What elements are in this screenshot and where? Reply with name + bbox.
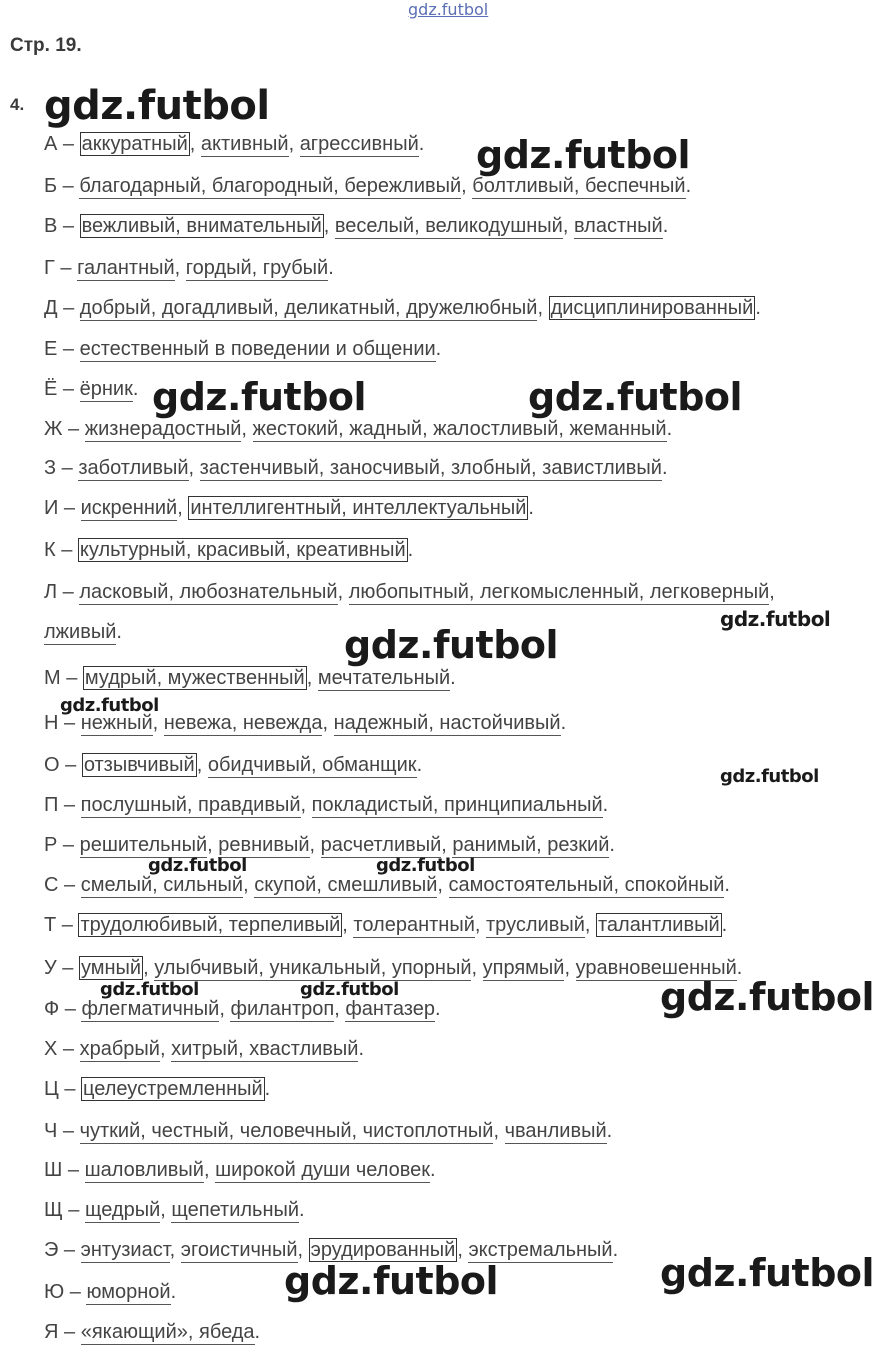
entry-letter: Я <box>44 1321 59 1343</box>
boxed-word: интеллигентный, интеллектуальный <box>190 497 527 519</box>
separator: , <box>189 133 201 155</box>
underlined-word: эгоистичный <box>180 1239 298 1261</box>
underlined-word: любопытный, легкомысленный, легковерный <box>348 581 770 603</box>
task-number: 4. <box>10 95 25 114</box>
separator: , <box>309 834 321 856</box>
entry-letter: Г <box>44 257 55 279</box>
separator: . <box>430 1159 436 1181</box>
underlined-word: смелый, сильный <box>80 874 244 896</box>
underlined-word: филантроп <box>230 998 335 1020</box>
entry-letter: Ц <box>44 1078 59 1100</box>
entry-dash: – <box>56 957 79 979</box>
entry-letter: Ч <box>44 1120 58 1142</box>
boxed-word: умный <box>80 957 142 979</box>
boxed-word: отзывчивый <box>83 754 195 776</box>
underlined-word: улыбчивый, уникальный, упорный <box>154 957 472 979</box>
underlined-word: ёрник <box>79 378 133 400</box>
entry-dash: – <box>58 1321 81 1343</box>
list-item <box>44 873 730 897</box>
entry-dash: – <box>59 998 82 1020</box>
page-label: Стр. 19. <box>10 35 82 56</box>
watermark: gdz.futbol <box>44 83 270 129</box>
separator: . <box>606 1120 613 1142</box>
entry-letter: У <box>44 957 57 979</box>
entry-letter: Т <box>44 914 57 936</box>
separator: . <box>407 539 414 561</box>
list-item <box>44 256 334 280</box>
entry-letter: Е <box>44 338 58 360</box>
separator: , <box>219 998 231 1020</box>
separator: , <box>337 581 349 603</box>
separator: . <box>755 297 761 319</box>
underlined-word: гордый, грубый <box>185 257 329 279</box>
watermark-top: gdz.futbol <box>408 0 489 19</box>
list-item <box>44 538 413 562</box>
entry-letter: Ё <box>44 378 58 400</box>
underlined-word: обидчивый, обманщик <box>207 754 417 776</box>
underlined-word: галантный <box>77 257 175 279</box>
entry-dash: – <box>57 1120 80 1142</box>
separator: , <box>243 874 255 896</box>
watermark: gdz.futbol <box>660 1251 875 1295</box>
separator: . <box>416 754 423 776</box>
list-item <box>44 1158 436 1182</box>
separator: , <box>334 998 346 1020</box>
list-item <box>44 417 672 441</box>
separator: , <box>471 957 483 979</box>
watermark: gdz.futbol <box>284 1259 499 1303</box>
entry-letter: Э <box>44 1239 59 1261</box>
watermark: gdz.futbol <box>720 766 819 787</box>
separator: , <box>306 667 318 689</box>
list-item <box>44 793 608 817</box>
underlined-word: жизнерадостный <box>84 418 242 440</box>
entry-letter: Б <box>44 175 58 197</box>
entry-dash: – <box>62 418 85 440</box>
separator: , <box>203 1159 216 1181</box>
entry-letter: Ж <box>44 418 63 440</box>
underlined-word: расчетливый <box>320 834 442 856</box>
watermark: gdz.futbol <box>100 979 199 1000</box>
underlined-word: активный <box>200 133 289 155</box>
entry-letter: П <box>44 794 59 816</box>
separator: , <box>457 1239 469 1261</box>
list-item <box>44 496 534 520</box>
boxed-word: культурный, красивый, креативный <box>79 539 406 561</box>
list-item <box>44 337 441 361</box>
entry-dash: – <box>57 1038 80 1060</box>
boxed-word: мудрый, мужественный <box>84 667 305 689</box>
separator: . <box>602 794 609 816</box>
underlined-word: нежный <box>80 712 153 734</box>
separator: . <box>358 1038 365 1060</box>
separator: , <box>493 1120 505 1142</box>
entry-dash: – <box>58 1239 81 1261</box>
underlined-word: мечтательный <box>317 667 451 689</box>
underlined-word: уравновешенный <box>575 957 737 979</box>
separator: . <box>528 497 534 519</box>
entry-dash: – <box>64 1281 87 1303</box>
separator: , <box>241 418 253 440</box>
watermark: gdz.futbol <box>152 375 367 419</box>
separator: , <box>537 297 549 319</box>
separator: . <box>434 998 441 1020</box>
entry-letter: Х <box>44 1038 58 1060</box>
entry-dash: – <box>54 257 78 279</box>
separator: . <box>685 175 692 197</box>
underlined-word: толерантный <box>353 914 475 936</box>
list-item <box>44 214 668 238</box>
boxed-word: трудолюбивый, терпеливый <box>80 914 341 936</box>
underlined-word: щедрый <box>85 1199 161 1221</box>
separator: . <box>254 1321 261 1343</box>
boxed-word: аккуратный <box>81 133 188 155</box>
underlined-word: жестокий, жадный, жалостливый, жеманный <box>252 418 667 440</box>
underlined-word: властный <box>573 215 663 237</box>
entry-letter: Щ <box>44 1199 63 1221</box>
entry-letter: А <box>44 133 58 155</box>
underlined-word: искренний <box>80 497 178 519</box>
entry-dash: – <box>59 754 82 776</box>
entry-letter: З <box>44 457 57 479</box>
underlined-word: скупой, смешливый <box>254 874 438 896</box>
list-item <box>44 1119 612 1143</box>
underlined-word: юморной <box>86 1281 171 1303</box>
separator: , <box>769 581 775 603</box>
entry-letter: Л <box>44 581 58 603</box>
underlined-word: самостоятельный, спокойный <box>448 874 725 896</box>
separator: , <box>300 794 312 816</box>
underlined-word: хитрый, хвастливый <box>171 1038 359 1060</box>
separator: , <box>207 834 219 856</box>
separator: , <box>159 1038 172 1060</box>
separator: , <box>169 1239 181 1261</box>
separator: . <box>132 378 139 400</box>
watermark: gdz.futbol <box>720 607 831 631</box>
boxed-word: целеустремленный <box>83 1078 263 1100</box>
separator: , <box>323 215 335 237</box>
underlined-word: чванливый <box>504 1120 607 1142</box>
watermark: gdz.futbol <box>344 623 559 667</box>
list-item <box>44 456 668 480</box>
separator: . <box>170 1281 177 1303</box>
watermark: gdz.futbol <box>528 375 743 419</box>
underlined-word: решительный <box>79 834 208 856</box>
list-item <box>44 1077 270 1101</box>
watermark: gdz.futbol <box>376 855 475 876</box>
separator: , <box>584 914 596 936</box>
entry-dash: – <box>57 215 80 237</box>
underlined-word: застенчивый, заносчивый, злобный, завистливый <box>199 457 662 479</box>
separator: , <box>437 874 449 896</box>
list-item <box>44 1198 305 1222</box>
separator: . <box>721 914 728 936</box>
separator: . <box>116 621 122 643</box>
boxed-word: вежливый, внимательный <box>81 215 322 237</box>
underlined-word: агрессивный <box>299 133 419 155</box>
boxed-word: талантливый <box>598 914 720 936</box>
entry-dash: – <box>56 457 79 479</box>
boxed-word: дисциплинированный <box>550 297 754 319</box>
boxed-word: эрудированный <box>310 1239 456 1261</box>
entry-dash: – <box>57 175 80 197</box>
watermark: gdz.futbol <box>60 695 159 716</box>
separator: , <box>152 712 164 734</box>
entry-dash: – <box>58 497 81 519</box>
entry-dash: – <box>57 834 80 856</box>
watermark: gdz.futbol <box>300 979 399 1000</box>
separator: . <box>435 338 442 360</box>
entry-letter: И <box>44 497 59 519</box>
entry-letter: В <box>44 215 58 237</box>
underlined-word: щепетильный <box>171 1199 300 1221</box>
separator: . <box>560 712 567 734</box>
list-item <box>44 666 456 690</box>
separator: . <box>264 1078 271 1100</box>
separator: , <box>188 457 200 479</box>
separator: , <box>562 215 574 237</box>
separator: , <box>174 257 186 279</box>
underlined-word: широкой души человек <box>215 1159 430 1181</box>
underlined-word: флегматичный <box>81 998 220 1020</box>
list-item <box>44 997 441 1021</box>
watermark: gdz.futbol <box>148 855 247 876</box>
entry-dash: – <box>57 581 80 603</box>
list-item <box>44 956 742 980</box>
underlined-word: добрый, догадливый, деликатный, дружелюбный <box>79 297 538 319</box>
separator: , <box>143 957 155 979</box>
separator: , <box>564 957 576 979</box>
list-item <box>44 1037 364 1061</box>
separator: . <box>450 667 456 689</box>
underlined-word: невежа, невежда <box>163 712 323 734</box>
separator: , <box>196 754 208 776</box>
underlined-word: ранимый, резкий <box>452 834 610 856</box>
list-item <box>44 620 122 644</box>
separator: , <box>322 712 334 734</box>
separator: . <box>418 133 425 155</box>
separator: , <box>461 175 473 197</box>
entry-dash: – <box>57 297 80 319</box>
entry-letter: О <box>44 754 60 776</box>
underlined-word: храбрый <box>79 1038 160 1060</box>
underlined-word: «якающий», ябеда <box>80 1321 255 1343</box>
entry-letter: С <box>44 874 59 896</box>
separator: . <box>609 834 615 856</box>
entry-dash: – <box>62 1159 85 1181</box>
underlined-word: послушный, правдивый <box>80 794 301 816</box>
entry-dash: – <box>58 794 81 816</box>
entry-dash: – <box>56 914 79 936</box>
list-item <box>44 132 424 156</box>
list-item <box>44 580 775 604</box>
entry-dash: – <box>62 1199 85 1221</box>
entry-dash: – <box>57 338 80 360</box>
entry-letter: М <box>44 667 61 689</box>
list-item <box>44 1280 176 1304</box>
entry-dash: – <box>57 378 80 400</box>
separator: . <box>661 457 668 479</box>
underlined-word: надежный, настойчивый <box>333 712 561 734</box>
entry-letter: Ш <box>44 1159 63 1181</box>
underlined-word: экстремальный <box>468 1239 613 1261</box>
entry-letter: Ю <box>44 1281 65 1303</box>
underlined-word: заботливый <box>78 457 189 479</box>
entry-letter: Р <box>44 834 58 856</box>
separator: . <box>666 418 673 440</box>
separator: . <box>662 215 669 237</box>
watermark: gdz.futbol <box>660 975 875 1019</box>
underlined-word: благодарный, благородный, бережливый <box>79 175 462 197</box>
watermark: gdz.futbol <box>476 133 691 177</box>
entry-dash: – <box>55 539 78 561</box>
entry-dash: – <box>58 874 81 896</box>
separator: , <box>160 1199 172 1221</box>
separator: , <box>288 133 300 155</box>
entry-dash: – <box>57 133 80 155</box>
list-item <box>44 296 761 320</box>
entry-dash: – <box>60 667 83 689</box>
entry-letter: К <box>44 539 56 561</box>
underlined-word: ласковый, любознательный <box>79 581 338 603</box>
list-item <box>44 377 138 401</box>
underlined-word: лживый <box>44 621 117 643</box>
separator: . <box>724 874 730 896</box>
separator: . <box>328 257 334 279</box>
underlined-word: покладистый, принципиальный <box>311 794 603 816</box>
underlined-word: чуткий, честный, человечный, чистоплотный <box>79 1120 494 1142</box>
list-item <box>44 1320 260 1344</box>
underlined-word: фантазер <box>345 998 435 1020</box>
underlined-word: трусливый <box>486 914 585 936</box>
underlined-word: шаловливый <box>84 1159 204 1181</box>
separator: , <box>474 914 487 936</box>
separator: , <box>177 497 189 519</box>
separator: , <box>342 914 354 936</box>
separator: . <box>736 957 743 979</box>
underlined-word: ревнивый <box>218 834 310 856</box>
list-item <box>44 833 615 857</box>
separator: , <box>297 1239 309 1261</box>
underlined-word: энтузиаст <box>80 1239 170 1261</box>
entry-letter: Ф <box>44 998 60 1020</box>
underlined-word: естественный в поведении и общении <box>79 338 436 360</box>
separator: . <box>612 1239 619 1261</box>
entry-letter: Н <box>44 712 59 734</box>
underlined-word: упрямый <box>482 957 565 979</box>
separator: . <box>299 1199 305 1221</box>
list-item <box>44 753 422 777</box>
entry-letter: Д <box>44 297 58 319</box>
underlined-word: болтливый, беспечный <box>472 175 686 197</box>
entry-dash: – <box>58 712 81 734</box>
underlined-word: веселый, великодушный <box>334 215 563 237</box>
separator: , <box>441 834 453 856</box>
list-item <box>44 174 691 198</box>
entry-dash: – <box>58 1078 82 1100</box>
list-item <box>44 913 727 937</box>
